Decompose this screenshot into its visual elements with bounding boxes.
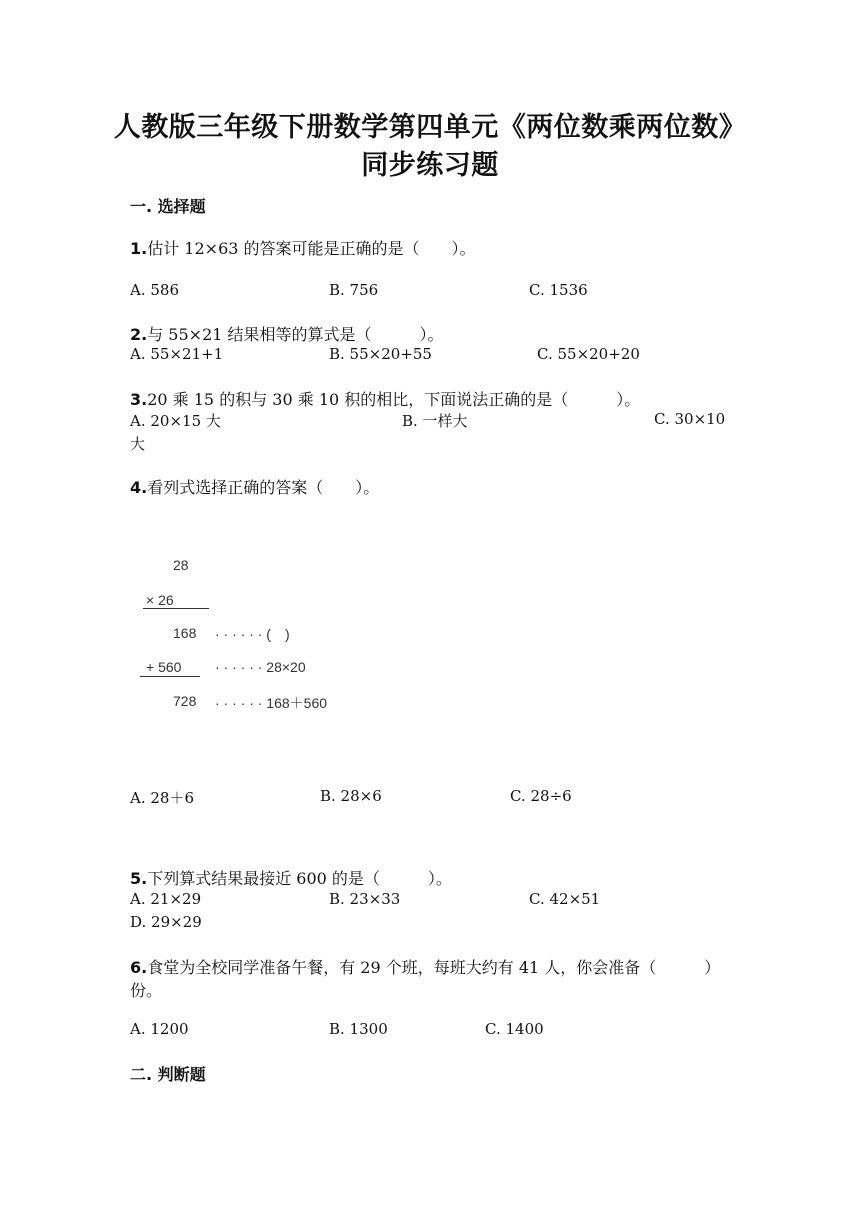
option-5b: B. 23×33 (329, 890, 401, 908)
calc-partial-2-note: · · · · · · 28×20 (215, 659, 306, 675)
question-text: 估计 12×63 的答案可能是正确的是（ ）。 (147, 239, 476, 258)
option-3c-wrap: 大 (130, 435, 146, 453)
calc-result-note: · · · · · · 168＋560 (215, 695, 328, 711)
page-subtitle: 同步练习题 (361, 150, 499, 181)
section-heading-judge: 二. 判断题 (130, 1065, 206, 1084)
question-3 (130, 387, 640, 410)
option-2b: B. 55×20+55 (329, 345, 432, 363)
option-4b: B. 28×6 (320, 787, 382, 805)
calc-partial-1-note: · · · · · · ( ) (215, 626, 290, 642)
option-6b: B. 1300 (329, 1020, 388, 1038)
option-1c: C. 1536 (529, 281, 588, 299)
question-5 (130, 866, 452, 889)
question-2 (130, 322, 444, 345)
question-number: 2. (130, 325, 148, 344)
question-text: 20 乘 15 的积与 30 乘 10 积的相比，下面说法正确的是（ ）。 (147, 390, 641, 409)
option-1b: B. 756 (329, 281, 379, 299)
question-text: 食堂为全校同学准备午餐，有 29 个班，每班大约有 41 人，你会准备（ ） (147, 958, 721, 977)
calc-multiplicand: 28 (173, 557, 189, 573)
section-heading-choice: 一. 选择题 (130, 197, 206, 216)
option-6a: A. 1200 (130, 1020, 189, 1038)
question-text: 与 55×21 结果相等的算式是（ ）。 (147, 325, 444, 344)
question-number: 1. (130, 239, 148, 258)
calc-result: 728 (173, 693, 197, 709)
calc-rule-bottom (140, 676, 200, 677)
option-4c: C. 28÷6 (510, 787, 572, 805)
calc-rule-top (143, 608, 209, 609)
page-title: 人教版三年级下册数学第四单元《两位数乘两位数》 (113, 112, 747, 143)
question-6-wrap: 份。 (130, 981, 163, 1000)
calc-multiplier: × 26 (146, 592, 174, 608)
question-text: 下列算式结果最接近 600 的是（ ）。 (147, 869, 452, 888)
option-2c: C. 55×20+20 (537, 345, 640, 363)
option-3a: A. 20×15 大 (130, 412, 221, 430)
option-1a: A. 586 (130, 281, 179, 299)
calc-partial-2: + 560 (146, 659, 182, 675)
option-3c: C. 30×10 (654, 410, 726, 428)
option-5c: C. 42×51 (529, 890, 601, 908)
question-number: 5. (130, 869, 148, 888)
question-4 (130, 475, 379, 498)
question-number: 3. (130, 390, 148, 409)
option-3b: B. 一样大 (402, 412, 468, 430)
question-number: 6. (130, 958, 148, 977)
option-4a: A. 28＋6 (130, 789, 194, 807)
question-number: 4. (130, 478, 148, 497)
question-text: 看列式选择正确的答案（ ）。 (147, 478, 380, 497)
calc-partial-1: 168 (173, 625, 197, 641)
question-6 (130, 955, 720, 978)
option-2a: A. 55×21+1 (130, 345, 224, 363)
option-5a: A. 21×29 (130, 890, 202, 908)
option-5d: D. 29×29 (130, 913, 202, 931)
option-6c: C. 1400 (485, 1020, 544, 1038)
question-1 (130, 236, 476, 259)
